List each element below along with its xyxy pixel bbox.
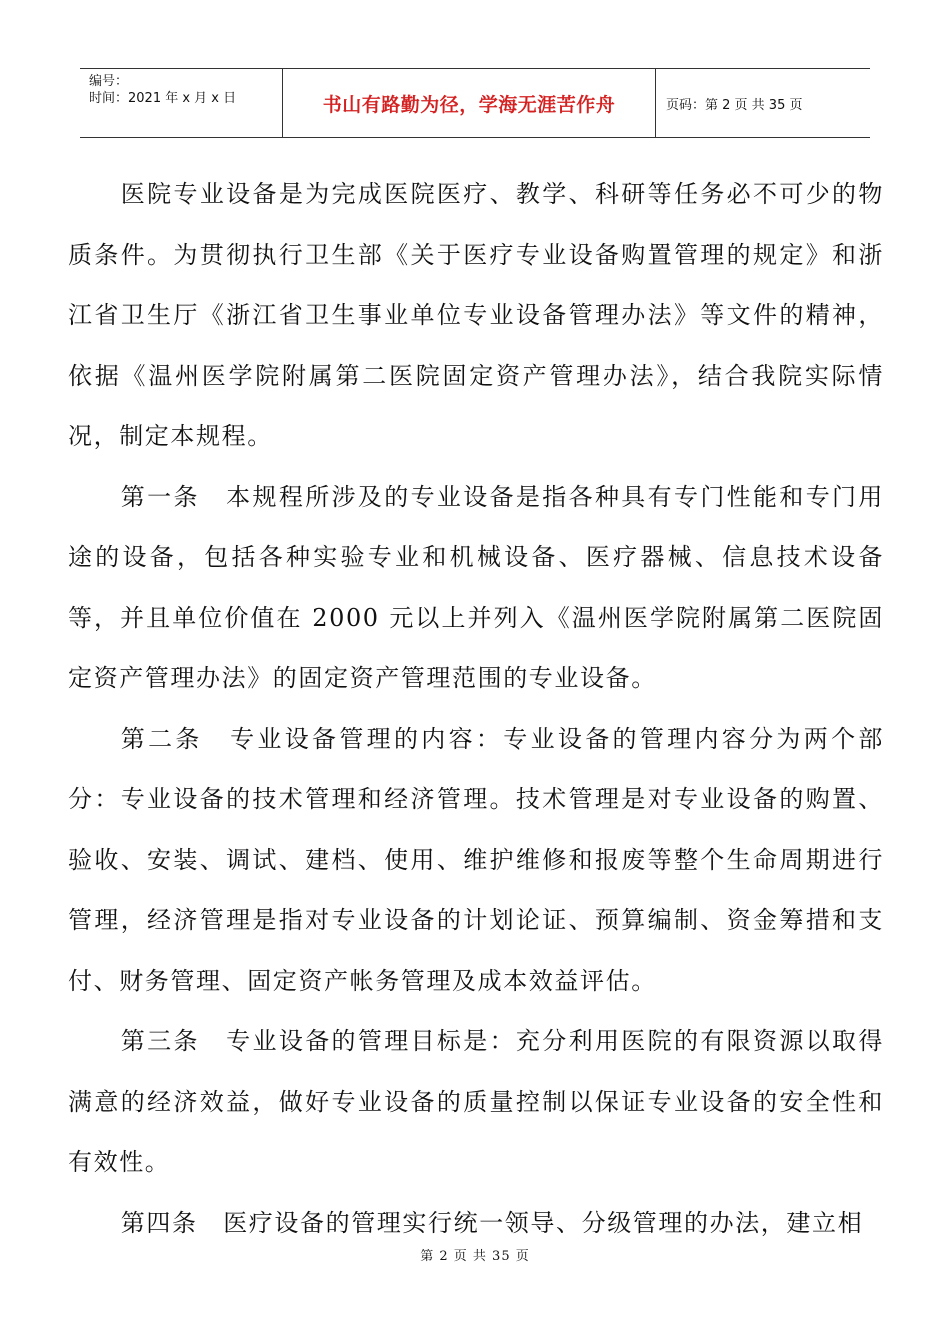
header-meta-cell — [80, 69, 283, 137]
paragraph-article-2: 第二条 专业设备管理的内容：专业设备的管理内容分为两个部分：专业设备的技术管理和经济管理。技术管理是对专业设备的购置、验收、安装、调试、建档、使用、维护维修和报废等整个生命周期进行管理，经济管理是指对专业设备的计划论证、预算编制、资金筹措和支付、财务管理、固定资产帐务管理及成本效益评估。 — [68, 724, 884, 995]
document-body — [68, 164, 884, 1253]
page-code: 页码：第 2 页 共 35 页 — [666, 97, 803, 113]
page-footer: 第 2 页 共 35 页 — [420, 1249, 530, 1264]
paragraph-intro: 医院专业设备是为完成医院医疗、教学、科研等任务必不可少的物质条件。为贯彻执行卫生部《关于医疗专业设备购置管理的规定》和浙江省卫生厅《浙江省卫生事业单位专业设备管理办法》等文件的精神，依据《温州医学院附属第二医院固定资产管理办法》，结合我院实际情况，制定本规程。 — [68, 180, 884, 450]
paragraph-article-4: 第四条 医疗设备的管理实行统一领导、分级管理的办法，建立相 — [120, 1208, 864, 1237]
document-header — [80, 68, 870, 138]
number-label: 编号： — [89, 74, 129, 89]
header-page-cell — [656, 69, 870, 137]
paragraph-article-3: 第三条 专业设备的管理目标是：充分利用医院的有限资源以取得满意的经济效益，做好专业设备的质量控制以保证专业设备的安全性和有效性。 — [68, 1027, 884, 1176]
header-motto-cell — [283, 69, 656, 137]
motto-text: 书山有路勤为径，学海无涯苦作舟 — [322, 93, 616, 116]
paragraph-article-1: 第一条 本规程所涉及的专业设备是指各种具有专门性能和专门用途的设备，包括各种实验专业和机械设备、医疗器械、信息技术设备等，并且单位价值在 2000 元以上并列入《温州医学院附属第二医院固定资产管理办法》的固定资产管理范围的专业设备。 — [68, 482, 884, 692]
date-label: 时间：2021 年 x 月 x 日 — [89, 91, 237, 106]
